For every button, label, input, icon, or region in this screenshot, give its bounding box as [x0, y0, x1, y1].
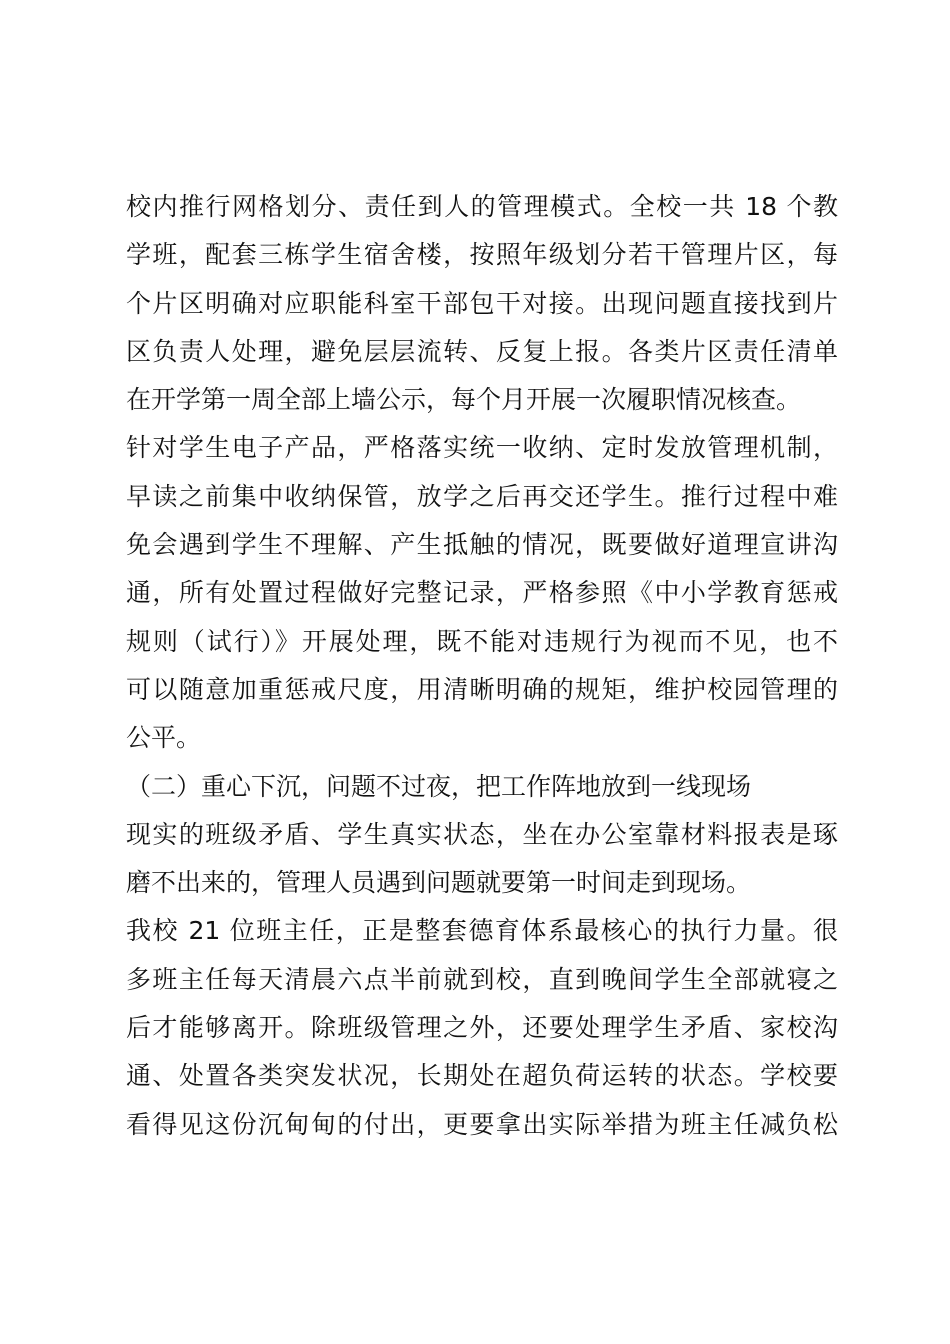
text-line: 校内推行网格划分、责任到人的管理模式。全校一共 18 个教: [126, 192, 838, 221]
text-line: 区负责人处理，避免层层流转、反复上报。各类片区责任清单: [126, 336, 838, 366]
text-line: 我校 21 位班主任，正是整套德育体系最核心的执行力量。很: [126, 916, 838, 946]
text-line: 通，所有处置过程做好完整记录，严格参照《中小学教育惩戒: [126, 578, 838, 608]
text-line: 后才能够离开。除班级管理之外，还要处理学生矛盾、家校沟: [126, 1013, 838, 1043]
text-line: 可以随意加重惩戒尺度，用清晰明确的规矩，维护校园管理的: [126, 674, 838, 704]
text-line: 看得见这份沉甸甸的付出，更要拿出实际举措为班主任减负松: [126, 1109, 838, 1139]
text-line: 规则（试行）》开展处理，既不能对违规行为视而不见，也不: [126, 626, 838, 656]
text-line: 公平。: [126, 723, 202, 753]
text-line: 免会遇到学生不理解、产生抵触的情况，既要做好道理宣讲沟: [126, 530, 838, 560]
text-line: 个片区明确对应职能科室干部包干对接。出现问题直接找到片: [126, 288, 838, 318]
text-line: 学班，配套三栋学生宿舍楼，按照年级划分若干管理片区，每: [126, 240, 838, 270]
text-line: 通、处置各类突发状况，长期处在超负荷运转的状态。学校要: [126, 1061, 838, 1091]
section-heading: （二）重心下沉，问题不过夜，把工作阵地放到一线现场: [126, 771, 752, 801]
text-line: 多班主任每天清晨六点半前就到校，直到晚间学生全部就寝之: [126, 964, 838, 994]
text-line: 早读之前集中收纳保管，放学之后再交还学生。推行过程中难: [126, 481, 838, 511]
text-line: 针对学生电子产品，严格落实统一收纳、定时发放管理机制，: [126, 433, 838, 463]
body-text: [126, 183, 838, 1149]
text-line: 在开学第一周全部上墙公示，每个月开展一次履职情况核查。: [126, 385, 802, 415]
text-line: 现实的班级矛盾、学生真实状态，坐在办公室靠材料报表是琢: [126, 819, 838, 849]
text-line: 磨不出来的，管理人员遇到问题就要第一时间走到现场。: [126, 868, 752, 898]
